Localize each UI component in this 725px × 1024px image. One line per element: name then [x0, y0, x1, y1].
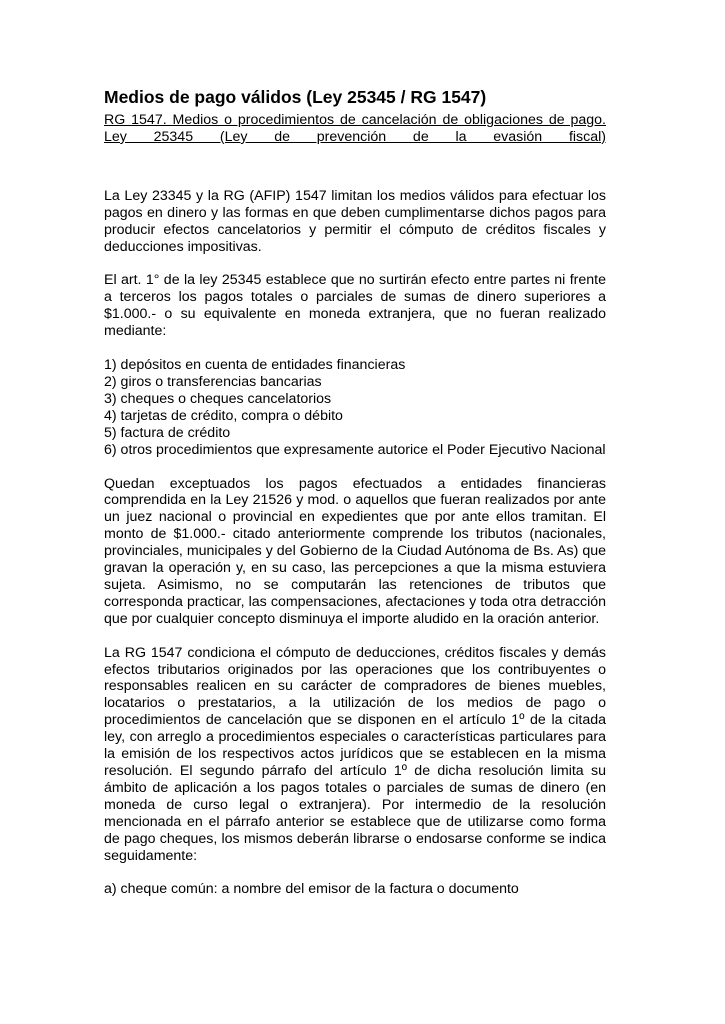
list-item: 5) factura de crédito — [104, 424, 231, 441]
paragraph-cheque-comun: a) cheque común: a nombre del emisor de la factura o documento — [104, 881, 519, 898]
document-subtitle — [104, 112, 606, 146]
paragraph-rg-1547: La RG 1547 condiciona el cómputo de deducciones, créditos fiscales y demás efectos tributarios originados por las operaciones que los contribuyentes o responsables realicen en su carácter de compradores de bienes muebles, locatarios o prestatarios, a la utilización de los medios de pago o procedimientos de cancelación que se disponen en el artículo 1º de la citada ley, con arreglo a procedimientos especiales o características particulares para la emisión de los respectivos actos jurídicos que se establecen en la misma resolución. El segundo párrafo del artículo 1º de dicha resolución limita su ámbito de aplicación a los pagos totales o parciales de sumas de dinero (en moneda de curso legal o extranjera). Por intermedio de la resolución mencionada en el párrafo anterior se establece que de utilizarse como forma de pago cheques, los mismos deberán librarse o endosarse conforme se indica seguidamente: — [104, 644, 606, 864]
paragraph-article-1: El art. 1° de la ley 25345 establece que no surtirán efecto entre partes ni frente a terceros los pagos totales o parciales de sumas de dinero superiores a $1.000.- o su equivalente en moneda extranjera, que no fueran realizado mediante: — [104, 272, 606, 340]
document-title: Medios de pago válidos (Ley 25345 / RG 1547) — [104, 87, 487, 107]
paragraph-exceptions: Quedan exceptuados los pagos efectuados a entidades financieras comprendida en la Ley 21526 y mod. o aquellos que fueran realizados por ante un juez nacional o provincial en expedientes que por ante ellos tramitan. El monto de $1.000.- citado anteriormente comprende los tributos (nacionales, provinciales, municipales y del Gobierno de la Ciudad Autónoma de Bs. As) que gravan la operación y, en su caso, las percepciones a que la misma estuviera sujeta. Asimismo, no se computarán las retenciones de tributos que corresponda practicar, las compensaciones, afectaciones y toda otra detracción que por cualquier concepto disminuya el importe aludido en la oración anterior. — [104, 475, 606, 627]
paragraph-intro: La Ley 23345 y la RG (AFIP) 1547 limitan los medios válidos para efectuar los pagos en dinero y las formas en que deben cumplimentarse dichos pagos para producir efectos cancelatorios y permitir el cómputo de créditos fiscales y deducciones impositivas. — [104, 187, 606, 255]
document-page — [104, 86, 606, 898]
list-item: 1) depósitos en cuenta de entidades financieras — [104, 357, 406, 374]
list-item: 3) cheques o cheques cancelatorios — [104, 390, 332, 407]
payment-methods-list — [104, 357, 606, 458]
list-item: 4) tarjetas de crédito, compra o débito — [104, 407, 343, 424]
subtitle-line-2: Ley 25345 (Ley de prevención de la evasión fiscal) — [104, 128, 606, 145]
list-item: 2) giros o transferencias bancarias — [104, 373, 322, 390]
subtitle-line-1: RG 1547. Medios o procedimientos de cancelación de obligaciones de pago. — [104, 112, 606, 128]
list-item: 6) otros procedimientos que expresamente autorice el Poder Ejecutivo Nacional — [104, 441, 606, 458]
